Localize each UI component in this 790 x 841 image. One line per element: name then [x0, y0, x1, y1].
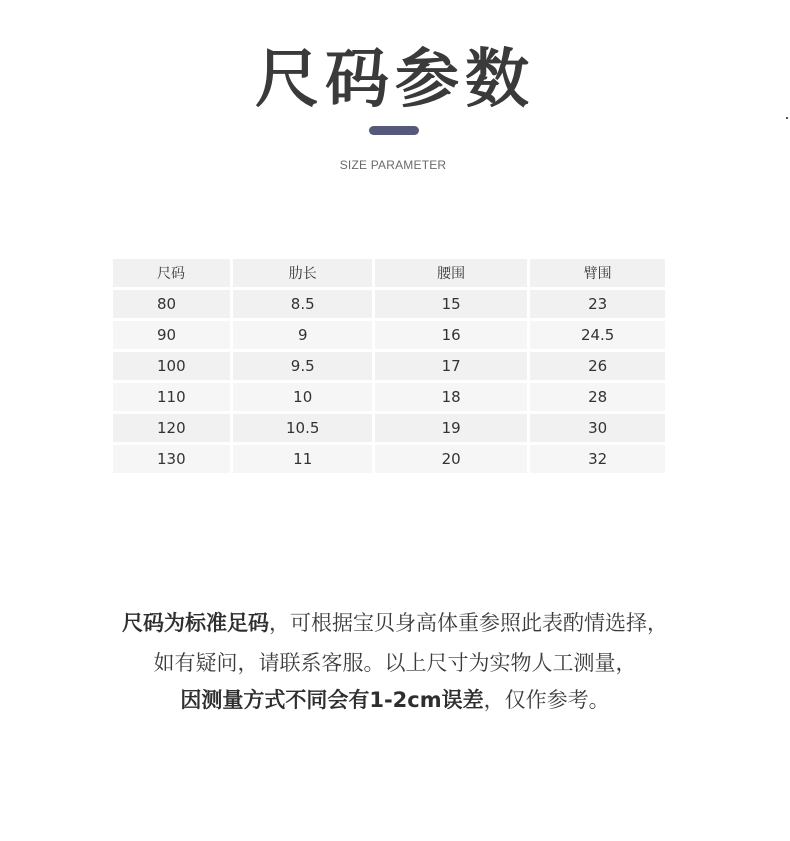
cell-waist: 20 [375, 445, 527, 473]
cell-waist: 15 [375, 290, 527, 318]
cell-waist: 19 [375, 414, 527, 442]
page-subtitle: SIZE PARAMETER [339, 158, 447, 172]
stray-dot [786, 117, 788, 119]
table-header-row [113, 259, 665, 287]
header-arm: 臂围 [530, 259, 665, 287]
page-title: 尺码参数 [255, 43, 535, 117]
table-row [113, 352, 665, 380]
cell-arm: 23 [530, 290, 665, 318]
cell-size: 80 [113, 290, 230, 318]
size-table [110, 256, 668, 476]
cell-arm: 26 [530, 352, 665, 380]
table-row [113, 290, 665, 318]
cell-size: 100 [113, 352, 230, 380]
cell-waist: 17 [375, 352, 527, 380]
cell-arm: 32 [530, 445, 665, 473]
note-line-3-rest: ，仅作参考。 [483, 688, 610, 712]
cell-rib-length: 9 [233, 321, 372, 349]
table-row [113, 383, 665, 411]
cell-size: 120 [113, 414, 230, 442]
cell-rib-length: 10.5 [233, 414, 372, 442]
note-line-2: 如有疑问，请联系客服。以上尺寸为实物人工测量， [153, 651, 637, 675]
cell-arm: 24.5 [530, 321, 665, 349]
table-row [113, 414, 665, 442]
note-line-3-bold: 因测量方式不同会有1-2cm误差 [180, 688, 484, 712]
header-waist: 腰围 [375, 259, 527, 287]
table-row [113, 321, 665, 349]
cell-arm: 28 [530, 383, 665, 411]
note-line-1 [0, 605, 790, 641]
note-line-1-bold: 尺码为标准足码 [122, 611, 269, 635]
header-size: 尺码 [113, 259, 230, 287]
cell-waist: 16 [375, 321, 527, 349]
cell-rib-length: 8.5 [233, 290, 372, 318]
cell-rib-length: 11 [233, 445, 372, 473]
cell-arm: 30 [530, 414, 665, 442]
title-underline-bar [369, 126, 419, 135]
cell-size: 130 [113, 445, 230, 473]
cell-rib-length: 10 [233, 383, 372, 411]
note-line-1-rest: ，可根据宝贝身高体重参照此表酌情选择， [269, 611, 668, 635]
cell-rib-length: 9.5 [233, 352, 372, 380]
table-row [113, 445, 665, 473]
cell-size: 90 [113, 321, 230, 349]
note-line-3 [0, 682, 790, 718]
cell-waist: 18 [375, 383, 527, 411]
cell-size: 110 [113, 383, 230, 411]
header-rib-length: 肋长 [233, 259, 372, 287]
